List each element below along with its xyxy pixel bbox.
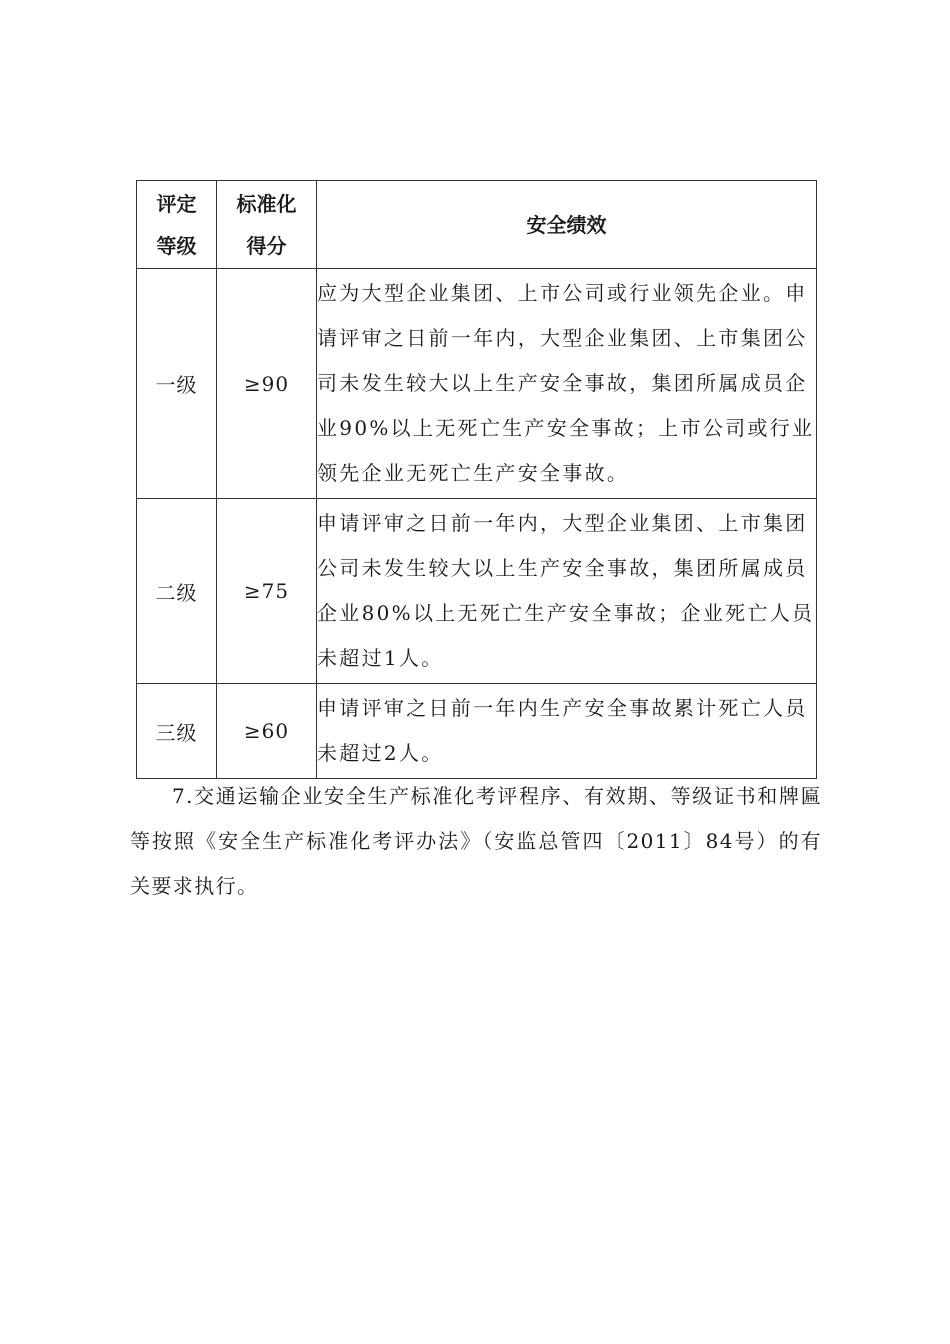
score-cell: ≥60	[217, 684, 317, 779]
header-score-line1: 标准化	[236, 191, 297, 216]
score-cell: ≥75	[217, 499, 317, 684]
grade-cell: 三级	[137, 684, 217, 779]
score-cell: ≥90	[217, 269, 317, 499]
table-row	[137, 499, 817, 684]
body-paragraph: 7.交通运输企业安全生产标准化考评程序、有效期、等级证书和牌匾等按照《安全生产标准化考评办法》（安监总管四〔2011〕84号）的有关要求执行。	[130, 784, 822, 898]
performance-cell	[317, 269, 817, 499]
header-score	[217, 181, 317, 269]
performance-text: 申请评审之日前一年内，大型企业集团、上市集团公司未发生较大以上生产安全事故，集团所属成员企业80%以上无死亡生产安全事故；企业死亡人员未超过1人。	[317, 511, 815, 670]
header-grade-line1: 评定	[156, 191, 197, 216]
performance-text: 应为大型企业集团、上市公司或行业领先企业。申请评审之日前一年内，大型企业集团、上市集团公司未发生较大以上生产安全事故，集团所属成员企业90%以上无死亡生产安全事故；上市公司或行业领先企业无死亡生产安全事故。	[317, 281, 815, 485]
performance-cell	[317, 684, 817, 779]
grade-cell: 二级	[137, 499, 217, 684]
header-performance: 安全绩效	[317, 181, 817, 269]
table-header-row	[137, 181, 817, 269]
header-grade-line2: 等级	[156, 233, 197, 258]
header-score-line2: 得分	[246, 233, 287, 258]
grade-cell: 一级	[137, 269, 217, 499]
performance-cell	[317, 499, 817, 684]
grade-standard-table	[136, 180, 817, 779]
table-row	[137, 684, 817, 779]
header-grade	[137, 181, 217, 269]
performance-text: 申请评审之日前一年内生产安全事故累计死亡人员未超过2人。	[317, 696, 808, 765]
table-row	[137, 269, 817, 499]
